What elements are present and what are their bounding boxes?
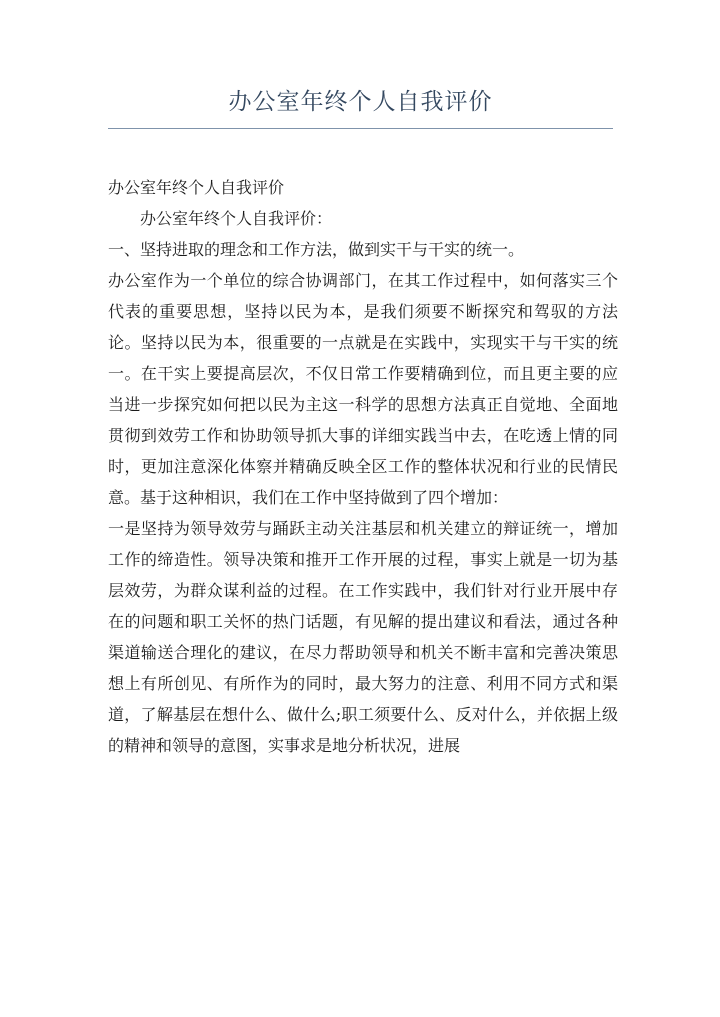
paragraph-subheading: 办公室年终个人自我评价： [140, 209, 333, 228]
document-title: 办公室年终个人自我评价 [228, 89, 493, 115]
document-body [108, 172, 618, 761]
paragraph-heading: 办公室年终个人自我评价 [108, 178, 285, 197]
paragraph-body-1: 办公室作为一个单位的综合协调部门，在其工作过程中，如何落实三个代表的重要思想，坚持以民为本，是我们须要不断探究和驾驭的方法论。坚持以民为本，很重要的一点就是在实践中，实现实干与干实的统一。在干实上要提高层次，不仅日常工作要精确到位，而且更主要的应当进一步探究如何把以民为主这一科学的思想方法真正自觉地、全面地贯彻到效劳工作和协助领导抓大事的详细实践当中去，在吃透上情的同时，更加注意深化体察并精确反映全区工作的整体状况和行业的民情民意。基于这种相识，我们在工作中坚持做到了四个增加： [108, 271, 618, 507]
title-divider [108, 128, 613, 129]
section-heading-1: 一、坚持进取的理念和工作方法，做到实干与干实的统一。 [108, 240, 525, 259]
paragraph-body-2: 一是坚持为领导效劳与踊跃主动关注基层和机关建立的辩证统一，增加工作的缔造性。领导决策和推开工作开展的过程，事实上就是一切为基层效劳，为群众谋利益的过程。在工作实践中，我们针对行业开展中存在的问题和职工关怀的热门话题，有见解的提出建议和看法，通过各种渠道输送合理化的建议，在尽力帮助领导和机关不断丰富和完善决策思想上有所创见、有所作为的同时，最大努力的注意、利用不同方式和渠道，了解基层在想什么、做什么;职工须要什么、反对什么，并依据上级的精神和领导的意图，实事求是地分析状况，进展 [108, 519, 618, 755]
